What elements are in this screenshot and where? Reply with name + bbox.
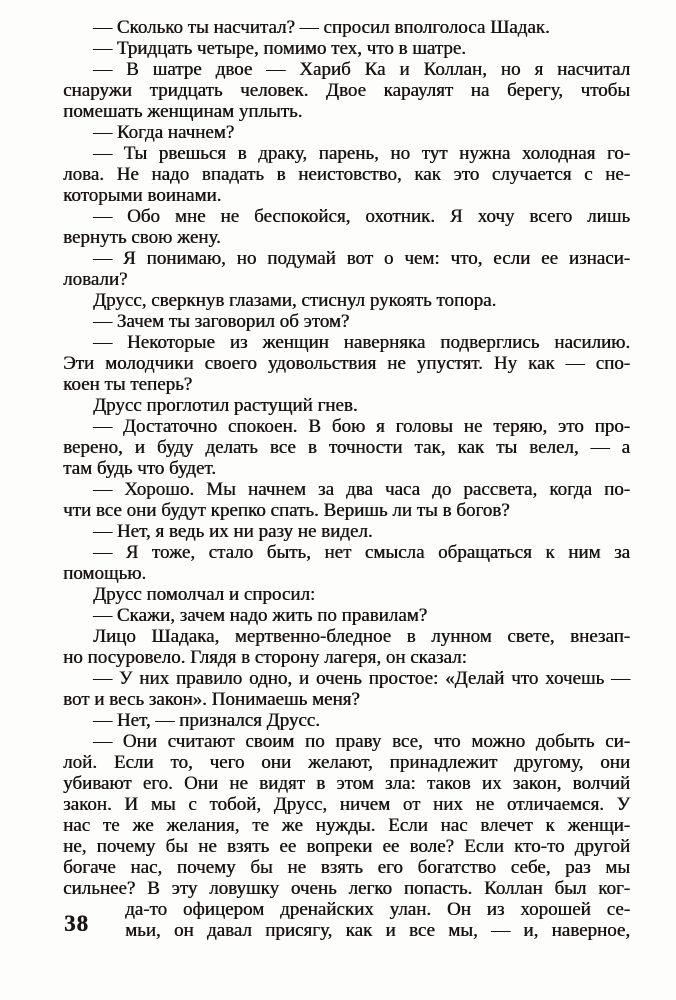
paragraph	[63, 395, 630, 416]
text-line: — У них правило одно, и очень простое: «Делай что хочешь —	[93, 668, 630, 689]
text-line: закон. И мы с тобой, Друсс, ничем от них не отличаемся. У	[63, 794, 630, 815]
text-line: — Зачем ты заговорил об этом?	[93, 311, 350, 332]
text-line: богаче нас, почему бы не взять его богатство себе, раз мы	[63, 857, 630, 878]
text-line: — Сколько ты насчитал? — спросил вполголоса Шадак.	[93, 17, 550, 38]
paragraph	[63, 668, 630, 710]
paragraph	[63, 59, 630, 122]
text-line: вот и весь закон». Понимаешь меня?	[63, 689, 360, 710]
text-line: — Нет, я ведь их ни разу не видел.	[93, 521, 373, 542]
page-number: 38	[64, 911, 89, 936]
paragraph	[63, 479, 630, 521]
text-line: верено, и буду делать все в точности так, как ты велел, — а	[63, 437, 630, 458]
text-line: сильнее? В эту ловушку очень легко попасть. Коллан был ког-	[63, 878, 630, 899]
text-line: не, почему бы не взять ее вопреки ее воле? Если кто-то другой	[63, 836, 630, 857]
paragraph	[63, 605, 630, 626]
paragraph	[63, 416, 630, 479]
text-line: — Я понимаю, но подумай вот о чем: что, если ее изнаси-	[93, 248, 630, 269]
paragraph	[63, 206, 630, 248]
text-line: — Тридцать четыре, помимо тех, что в шатре.	[93, 38, 466, 59]
text-line: Лицо Шадака, мертвенно-бледное в лунном свете, внезап-	[93, 626, 630, 647]
text-line: снаружи тридцать человек. Двое караулят на берегу, чтобы	[63, 80, 630, 101]
text-column	[63, 17, 630, 941]
paragraph	[63, 122, 630, 143]
paragraph	[63, 626, 630, 668]
text-line: — В шатре двое — Хариб Ка и Коллан, но я насчитал	[93, 59, 630, 80]
paragraph	[63, 584, 630, 605]
text-line: там будь что будет.	[63, 458, 216, 479]
paragraph	[63, 332, 630, 395]
paragraph	[63, 542, 630, 584]
text-line: коен ты теперь?	[63, 374, 193, 395]
text-line: — Скажи, зачем надо жить по правилам?	[93, 605, 428, 626]
text-line: нас те же желания, те же нужды. Если нас влечет к женщи-	[63, 815, 630, 836]
text-line: — Хорошо. Мы начнем за два часа до рассвета, когда по-	[93, 479, 630, 500]
paragraph	[63, 38, 630, 59]
text-line: да-то офицером дренайских улан. Он из хорошей се-	[125, 899, 630, 920]
text-line: — Достаточно спокоен. В бою я головы не теряю, это про-	[93, 416, 630, 437]
paragraph	[63, 143, 630, 206]
text-line: лой. Если то, чего они желают, принадлежит другому, они	[63, 752, 630, 773]
text-line: Друсс проглотил растущий гнев.	[93, 395, 358, 416]
text-line: которыми воинами.	[63, 185, 222, 206]
text-line: убивают его. Они не видят в этом зла: таков их закон, волчий	[63, 773, 630, 794]
paragraph	[63, 248, 630, 290]
text-line: — Нет, — признался Друсс.	[93, 710, 320, 731]
text-line: помешать женщинам уплыть.	[63, 101, 303, 122]
text-line: Эти молодчики своего удовольствия не упустят. Ну как — спо-	[63, 353, 630, 374]
text-line: — Некоторые из женщин наверняка подверглись насилию.	[93, 332, 630, 353]
text-line: ловали?	[63, 269, 128, 290]
text-line: помощью.	[63, 563, 147, 584]
text-line: — Обо мне не беспокойся, охотник. Я хочу всего лишь	[93, 206, 630, 227]
paragraph	[63, 17, 630, 38]
paragraph	[63, 521, 630, 542]
text-line: Друсс, сверкнув глазами, стиснул рукоять топора.	[93, 290, 497, 311]
paragraph	[63, 710, 630, 731]
paragraph	[63, 290, 630, 311]
text-line: — Ты рвешься в драку, парень, но тут нужна холодная го-	[93, 143, 630, 164]
text-line: лова. Не надо впадать в неистовство, как это случается с не-	[63, 164, 630, 185]
text-line: мьи, он давал присягу, как и все мы, — и, наверное,	[125, 920, 630, 941]
text-line: чти все они будут крепко спать. Веришь ли ты в богов?	[63, 500, 510, 521]
text-line: но посуровело. Глядя в сторону лагеря, он сказал:	[63, 647, 467, 668]
paragraph	[63, 311, 630, 332]
text-line: вернуть свою жену.	[63, 227, 221, 248]
text-line: — Когда начнем?	[93, 122, 235, 143]
text-line: — Я тоже, стало быть, нет смысла обращаться к ним за	[93, 542, 630, 563]
text-line: Друсс помолчал и спросил:	[93, 584, 316, 605]
paragraph	[63, 731, 630, 941]
text-line: — Они считают своим по праву все, что можно добыть си-	[93, 731, 630, 752]
